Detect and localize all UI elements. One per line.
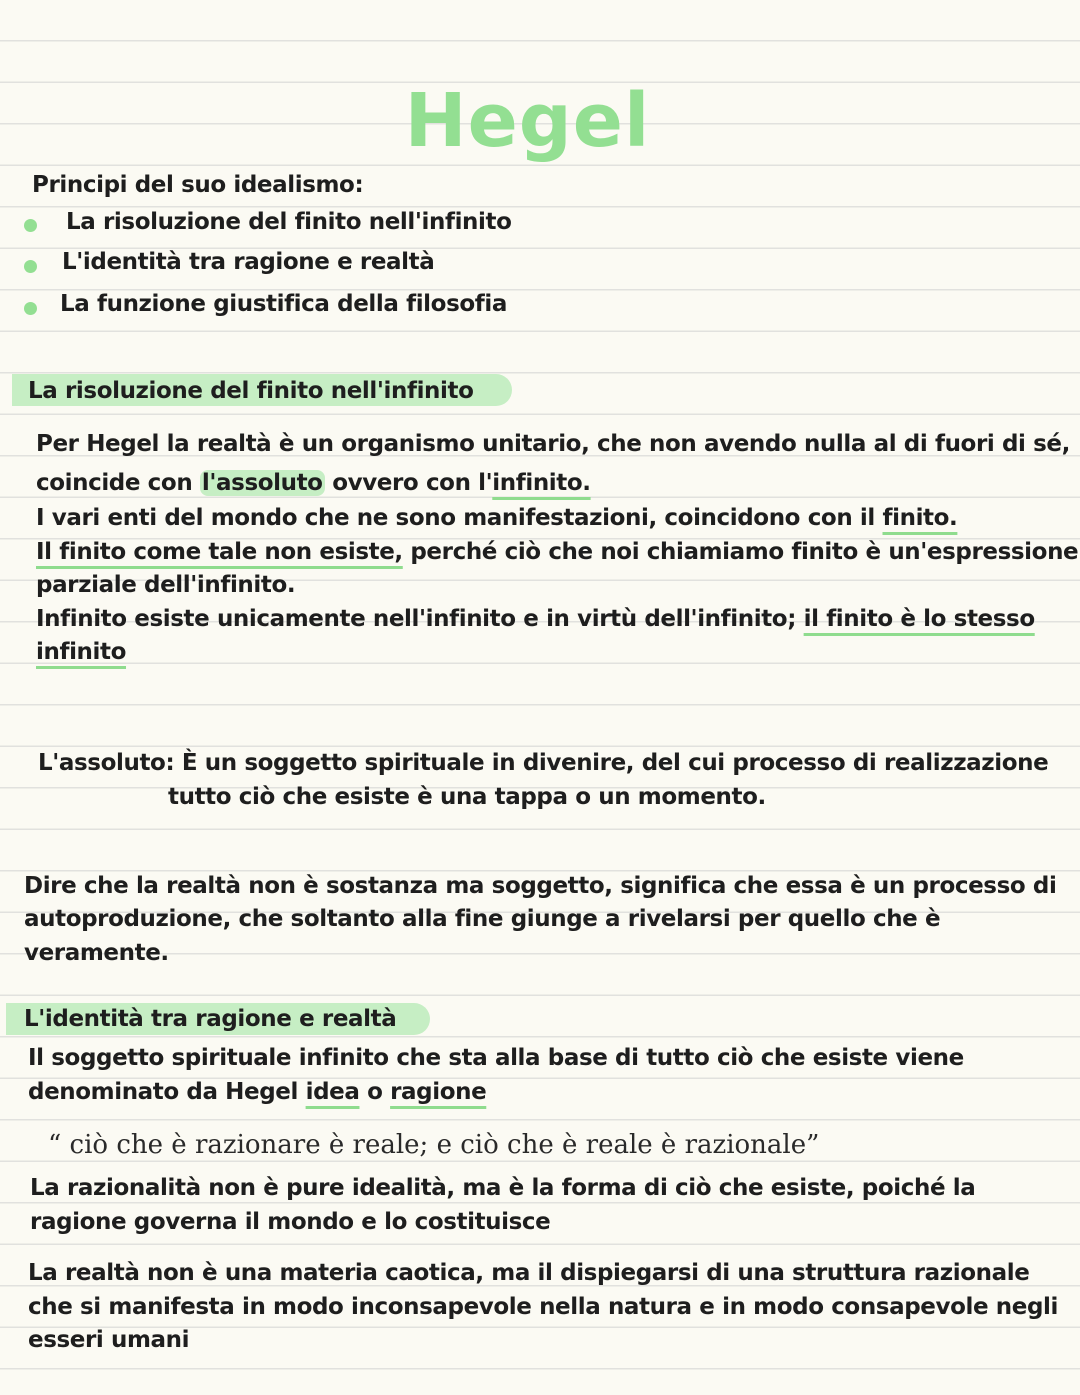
paragraph-line [36, 466, 591, 500]
paragraph-line: autoproduzione, che soltanto alla fine giunge a rivelarsi per quello che è [24, 906, 941, 932]
principles-heading: Principi del suo idealismo: [32, 172, 364, 198]
paragraph-line: La razionalità non è pure idealità, ma è la forma di ciò che esiste, poiché la [30, 1175, 976, 1201]
bullet-dot-icon [24, 219, 37, 232]
text-span: perché ciò che noi chiamiamo finito è un'espressione [402, 539, 1079, 565]
assoluto-definition-cont: tutto ciò che esiste è una tappa o un momento. [168, 784, 766, 810]
paragraph-line: ragione governa il mondo e lo costituisce [30, 1209, 551, 1235]
paragraph-line: Dire che la realtà non è sostanza ma soggetto, significa che essa è un processo di [24, 873, 1057, 899]
section-heading-finito: La risoluzione del finito nell'infinito [28, 378, 474, 404]
text-span: ovvero con l' [324, 470, 493, 496]
underline-finito-stesso: il finito è lo stesso [803, 606, 1035, 632]
bullet-dot-icon [24, 302, 37, 315]
paragraph-line: esseri umani [28, 1327, 190, 1353]
underline-ragione: ragione [390, 1079, 487, 1105]
assoluto-definition: L'assoluto: È un soggetto spirituale in divenire, del cui processo di realizzazione [38, 750, 1049, 776]
paragraph-line [36, 501, 957, 535]
underline-idea: idea [305, 1079, 360, 1105]
page-title: Hegel [404, 78, 651, 164]
text-span: denominato da Hegel [28, 1079, 306, 1105]
text-span: o [359, 1079, 391, 1105]
paragraph-line: Per Hegel la realtà è un organismo unitario, che non avendo nulla al di fuori di sé, [36, 431, 1070, 457]
principle-item-3: La funzione giustifica della filosofia [60, 291, 507, 317]
paragraph-line: veramente. [24, 940, 169, 966]
section-heading-ragione: L'identità tra ragione e realtà [24, 1006, 397, 1032]
paragraph-line [36, 635, 126, 669]
paragraph-line: Il soggetto spirituale infinito che sta alla base di tutto ciò che esiste viene [28, 1045, 964, 1071]
text-span: coincide con [36, 470, 200, 496]
underline-finito: finito. [882, 505, 958, 531]
text-span: I vari enti del mondo che ne sono manifestazioni, coincidono con il [36, 505, 883, 531]
paragraph-line [36, 535, 1078, 569]
paragraph-line [28, 1075, 486, 1109]
text-span: Infinito esiste unicamente nell'infinito e in virtù dell'infinito; [36, 606, 804, 632]
highlight-assoluto: l'assoluto [201, 470, 323, 496]
paragraph-line: La realtà non è una materia caotica, ma il dispiegarsi di una struttura razionale [28, 1260, 1030, 1286]
paragraph-line [36, 602, 1035, 636]
paragraph-line: che si manifesta in modo inconsapevole nella natura e in modo consapevole negli [28, 1294, 1058, 1320]
paragraph-line: parziale dell'infinito. [36, 572, 296, 598]
underline-infinito-end: infinito [36, 639, 127, 665]
underline-infinito: infinito. [492, 470, 591, 496]
bullet-dot-icon [24, 260, 37, 273]
underline-finito-non-esiste: Il finito come tale non esiste, [36, 539, 403, 565]
principle-item-2: L'identità tra ragione e realtà [62, 249, 435, 275]
principle-item-1: La risoluzione del finito nell'infinito [66, 209, 512, 235]
hegel-quote: “ ciò che è razionare è reale; e ciò che è reale è razionale” [48, 1130, 820, 1160]
